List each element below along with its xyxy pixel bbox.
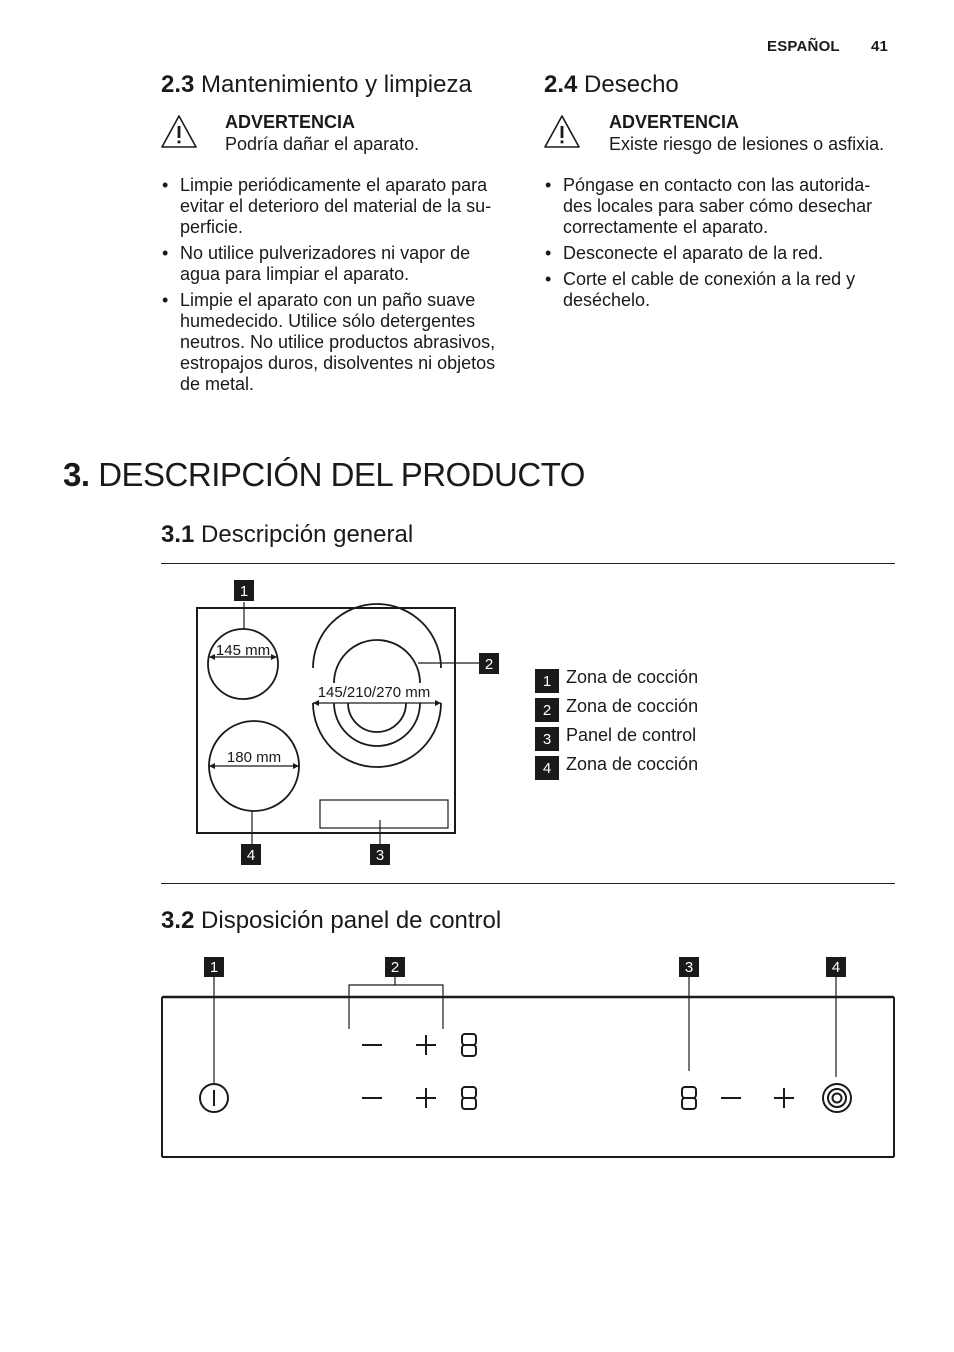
section-title: Disposición panel de control [201,907,502,934]
callout-2: 2 [484,656,494,673]
legend-num: 4 [535,756,559,780]
callout-4: 4 [246,847,256,864]
legend-label: Panel de control [566,725,697,745]
warning-title: ADVERTENCIA [609,112,740,132]
legend-label: Zona de cocción [566,696,699,716]
callout-3: 3 [684,959,694,976]
section-3-2-heading [161,907,501,935]
callout-2: 2 [390,959,400,976]
segment-display [462,1087,476,1109]
legend [535,669,795,789]
section-2-3-heading [161,71,472,99]
divider [161,563,895,564]
warning-icon [543,114,581,150]
dim-zone4-label: 180 mm [226,749,282,766]
callout-1: 1 [209,959,219,976]
bracket [349,985,443,1029]
callout-4: 4 [831,959,841,976]
divider [161,883,895,884]
multi-zone-icon [823,1084,851,1112]
list-item: • Póngase en contacto con las autorida-des locales para saber cómo desechar correctamente el aparato. [545,175,890,238]
chapter-heading [63,456,585,494]
section-number: 3.2 [161,907,195,934]
plus-icon [416,1035,436,1055]
list-item: • Limpie periódicamente el aparato para evitar el deterioro del material de la su-perficie. [162,175,514,238]
cooktop-diagram [190,578,510,870]
bullet-list-2-3 [162,175,514,400]
section-title: Descripción general [201,521,414,548]
section-number: 2.3 [161,71,195,98]
control-panel-outline [320,800,448,828]
plus-icon [774,1088,794,1108]
legend-num: 1 [535,669,559,693]
warning-title: ADVERTENCIA [225,112,356,132]
section-3-1-heading [161,521,413,549]
section-title: Desecho [584,71,679,98]
warning-text: Podría dañar el aparato. [225,134,420,154]
callout-3: 3 [375,847,385,864]
chapter-title: DESCRIPCIÓN DEL PRODUCTO [98,456,585,493]
warning-text: Existe riesgo de lesiones o asfixia. [609,134,885,154]
legend-label: Zona de cocción [566,754,699,774]
callout-1: 1 [239,583,249,600]
section-number: 2.4 [544,71,578,98]
section-number: 3.1 [161,521,195,548]
list-item: • No utilice pulverizadores ni vapor de agua para limpiar el aparato. [162,243,514,285]
list-item: • Desconecte el aparato de la red. [545,243,890,264]
dim-zone2-label: 145/210/270 mm [317,684,431,701]
header-language: ESPAÑOL [767,38,840,55]
list-item: • Corte el cable de conexión a la red y deséchelo. [545,269,890,311]
segment-display [682,1087,696,1109]
cooking-zone-1 [208,629,278,699]
segment-display [462,1034,476,1056]
list-item: • Limpie el aparato con un paño suave humedecido. Utilice sólo detergentes neutros. No utilice productos abrasivos, estropajos duros, disolventes ni objetos de metal. [162,290,514,395]
bullet-list-2-4 [545,175,890,316]
section-2-4-heading [544,71,679,99]
power-icon [200,1084,228,1112]
legend-num: 2 [535,698,559,722]
warning-icon [160,114,198,150]
legend-num: 3 [535,727,559,751]
control-panel-diagram [155,950,900,1165]
chapter-number: 3. [63,456,90,493]
plus-icon [416,1088,436,1108]
dim-zone1-label: 145 mm [215,642,271,659]
legend-label: Zona de cocción [566,667,699,687]
page-number: 41 [871,38,889,55]
section-title: Mantenimiento y limpieza [201,71,472,98]
